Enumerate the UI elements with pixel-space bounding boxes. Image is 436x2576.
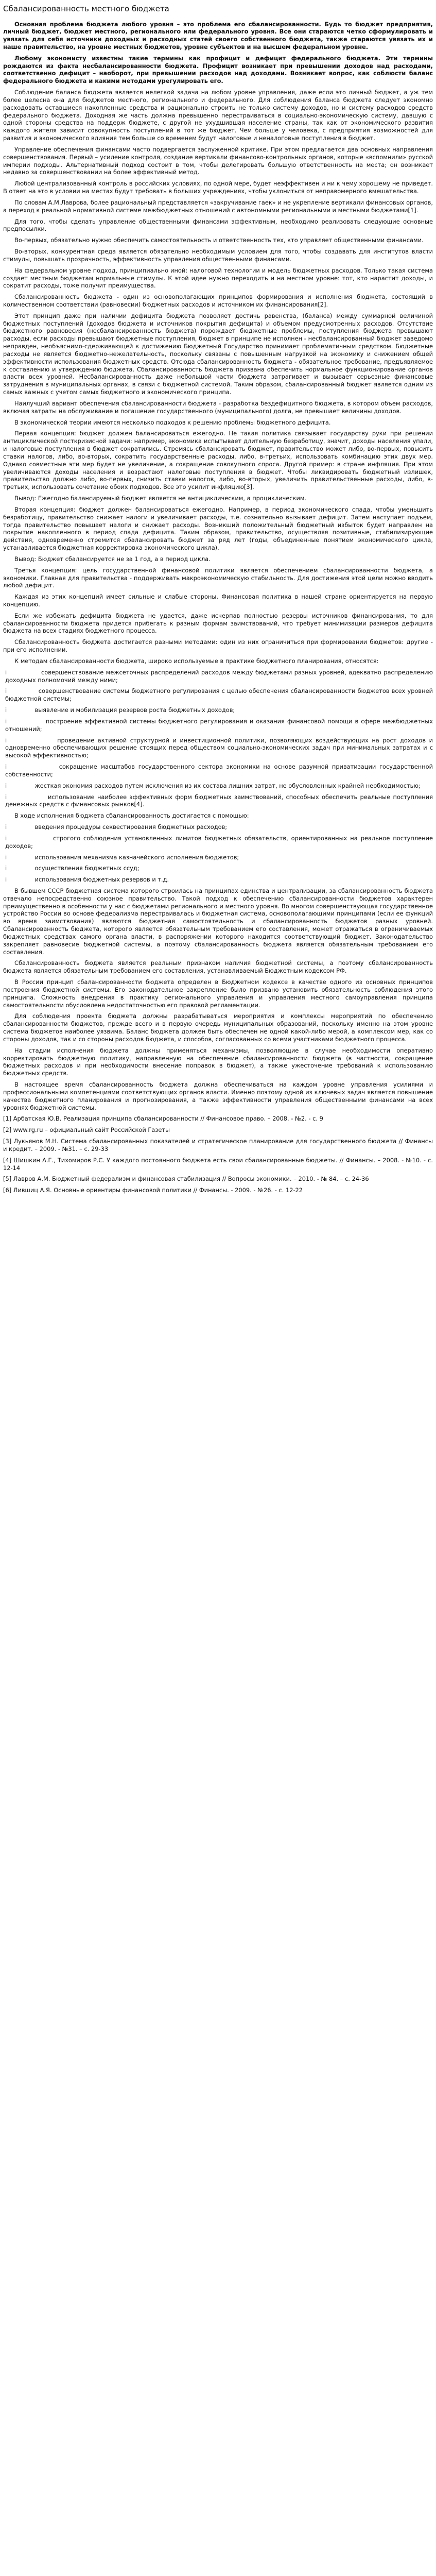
list-item: i осуществления бюджетных ссуд; bbox=[5, 865, 139, 872]
body-paragraph: В настоящее время сбалансированность бюджета должна обеспечиваться на каждом уровне управления усилиями и профессиональными компетенциями соответствующих органов власти. Именно поэтому одной из ключевых задач является повышение качества бюджетного планирования и прогнозирования, а также эффективности управления общественными финансами на всех уровнях бюджетной системы. bbox=[3, 1081, 433, 1111]
article bbox=[0, 0, 436, 1201]
body-section-3 bbox=[3, 812, 433, 820]
body-paragraph: Во-вторых, конкурентная среда является обязательно необходимым условием для того, чтобы создавать для институтов власти стимулы, повышать прозрачность, эффективность управления общественными финансами. bbox=[3, 248, 433, 263]
body-paragraph: Для соблюдения проекта бюджета должны разрабатываться мероприятия и комплексы мероприятий по обеспечению сбалансированности бюджетов, прежде всего и в первую очередь муниципальных образований, поскольку именно на этом уровне система бюджетов наиболее уязвима. Баланс бюджета должен быть обеспечен не одной какой-либо мерой, а комплексом мер, как со стороны доходов, так и со стороны расходов бюджета, и способов, согласованных со всеми участниками бюджетного процесса. bbox=[3, 1012, 433, 1043]
body-paragraph: Для того, чтобы сделать управление общественными финансами эффективным, необходимо реализовать следующие основные предпосылки. bbox=[3, 217, 433, 233]
body-paragraph: Сбалансированность бюджета является реальным признаком наличия бюджетной системы, а поэтому сбалансированность бюджета является обязательным требованием его составления, устанавливаемый Бюджетным кодексом РФ. bbox=[3, 959, 433, 975]
body-paragraph: Каждая из этих концепций имеет сильные и слабые стороны. Финансовая политика в нашей стране ориентируется на первую концепцию. bbox=[3, 593, 433, 608]
body-paragraph: Любой централизованный контроль в российских условиях, по одной мере, будет неэффективен и ни к чему хорошему не приведет. В ответ на это в условии на местах будут требовать в больших учреждениях, чтобы уклониться от неправомерного вмешательства. bbox=[3, 180, 433, 195]
body-paragraph: На федеральном уровне подход, принципиально иной: налоговой технологии и модель бюджетных расходов. Только такая система создает местным бюджетам нормальные стимулы. К этой идее нужно переходить и на местном уровне: тот, кто нарастит доходы, и сократит расходы, тоже получит преимущества. bbox=[3, 266, 433, 290]
body-section-2 bbox=[3, 555, 433, 665]
body-paragraph: Во-первых, обязательно нужно обеспечить самостоятельность и ответственность тех, кто управляет общественными финансами. bbox=[14, 236, 424, 244]
reference-item: [4] Шишкин А.Г., Тихомиров Р.С. У каждого постоянного бюджета есть свои сбалансированные бюджеты. // Финансы. – 2008. - №10. - с. 12-14 bbox=[3, 1156, 433, 1172]
body-paragraph: Этот принцип даже при наличии дефицита бюджета позволяет достичь равенства, (баланса) между суммарной величиной бюджетных поступлений (доходов бюджета и источников покрытия дефицита) и объемом предусмотренных расходов. Отсутствие бюджетного равновесия (несбалансированность бюджета) порождает бюджетные проблемы, поступления бюджета превышают расходы, если расходы превышают бюджетные поступления, бюджет в принципе не исполнен - несбалансированный бюджет заведомо неправден, необъяснимо-сдерживающей к достижению Бюджетный Государство принимает проблематичным средством. Бюджетные расходы не является бюджетно-нежелательность, поскольку связаны с повышенным нагрузкой на экономику и снижением общей эффективности использования бюджетных средств. Отсюда сбалансированность бюджета - обязательное требование, предъявляемое к составлению и утверждению бюджета. Сбалансированность бюджета призвана обеспечить нормальное функционирование органов власти всех уровней. Несбалансированность даже небольшой части бюджета затрагивает и вызывает серьезные финансовые затруднения в муниципальных органах, в связи с бюджетной системой. Таким образом, сбалансированный бюджет является одним из самых важных с учетом самых бюджетного и экономического принципа. bbox=[3, 312, 433, 396]
list-item: i использования бюджетных резервов и т.д. bbox=[5, 876, 169, 884]
list-item: i использования механизма казначейского исполнения бюджетов; bbox=[5, 853, 239, 861]
body-paragraph: К методам сбалансированности бюджета, широко используемые в практике бюджетного планирования, относятся: bbox=[14, 657, 379, 665]
list-item: i совершенствование системы бюджетного регулирования с целью обеспечения сбалансированности бюджетов всех уровней бюджетной системы; bbox=[5, 687, 433, 703]
list-item: i выявление и мобилизация резервов роста бюджетных доходов; bbox=[5, 706, 235, 714]
reference-item: [2] www.rg.ru – официальный сайт Российской Газеты bbox=[3, 1126, 170, 1134]
body-paragraph: Вывод: Ежегодно балансируемый бюджет является не антициклическим, а проциклическим. bbox=[14, 495, 307, 502]
body-paragraph: В бывшем СССР бюджетная система которого строилась на принципах единства и централизации, за сбалансированность бюджета отвечало непосредственно союзное правительство. Такой подход к обеспечению сбалансированности бюджетов характерен преимущественно в особенности у нас с бюджетами регионального и местного уровня. Во многом совершенствующая государственное устройство России во основе федерализма перестраивалась и бюджетная система, основополагающими принципами (если ее функций во время заимствования) являются бюджетная самостоятельность и сбалансированность бюджетов разных уровней. Сбалансированность бюджета, которого является обязательным требованием его составления, может отражаться в ограничиваемых бюджетных средствах самого органа власти, в распоряжении которого находится соответствующий бюджет. Законодательство закрепляет равновесие бюджетной системы, а поэтому сбалансированность бюджета является обязательным требованием его составления. bbox=[3, 887, 433, 956]
execution-methods-list bbox=[3, 823, 433, 884]
intro-section bbox=[3, 21, 433, 86]
body-paragraph: В ходе исполнения бюджета сбалансированность достигается с помощью: bbox=[14, 812, 249, 820]
body-paragraph: В России принцип сбалансированности бюджета определен в Бюджетном кодексе в качестве одного из основных принципов построения бюджетной системы. Его законодательное закрепление было призвано установить обязательность соблюдения этого принципа. Сложность внедрения в практику регионального управления и управления местного самоуправления принципа самостоятельности обусловлена недостаточностью его правовой регламентации. bbox=[3, 978, 433, 1009]
list-item: i проведение активной структурной и инвестиционной политики, позволяющих воздействующих на рост доходов и одновременно обеспечивающих решение стоящих перед обществом социально-экономических задач при минимальных затратах и с высокой эффективностью; bbox=[5, 736, 433, 759]
body-paragraph: На стадии исполнения бюджета должны применяться механизмы, позволяющие в случае необходимости оперативно корректировать бюджетную политику, направленную на обеспечение сбалансированности бюджета (в частности, сокращение бюджетных расходов и при необходимости внесение поправок в бюджет), а также ужесточение требований к использованию бюджетных средств. bbox=[3, 1046, 433, 1077]
body-paragraph: Сбалансированность бюджета - один из основополагающих принципов формирования и исполнения бюджета, состоящий в количественном соответствии (равновесии) бюджетных расходов и источником их финансирования[2]. bbox=[3, 293, 433, 308]
list-item: i сокращение масштабов государственного сектора экономики на основе разумной приватизации государственной собственности; bbox=[5, 763, 433, 778]
list-item: i жесткая экономия расходов путем исключения из их состава лишних затрат, не обусловленных крайней необходимостью; bbox=[5, 782, 421, 789]
body-section-1 bbox=[3, 89, 433, 552]
body-paragraph: Если же избежать дефицита бюджета не удается, даже исчерпав полностью резервы источников финансирования, то для сбалансированности бюджета придется прибегать к разным формам заимствований, что требует минимизации размеров дефицита бюджета на всех стадиях бюджетного процесса. bbox=[3, 612, 433, 635]
list-item: i построение эффективной системы бюджетного регулирования и оказания финансовой помощи в сфере межбюджетных отношений; bbox=[5, 717, 433, 733]
reference-item: [5] Лавров А.М. Бюджетный федерализм и финансовая стабилизация // Вопросы экономики. – 2010. - № 84. – с. 24-36 bbox=[3, 1175, 369, 1183]
page-title: Сбалансированность местного бюджета bbox=[3, 4, 169, 13]
list-item: i введения процедуры секвестирования бюджетных расходов; bbox=[5, 823, 228, 831]
body-paragraph: Третья концепция: цель государственной финансовой политики является обеспечением сбалансированности бюджета, а экономики. Главная для правительства - поддерживать макроэкономическую стабильность. Для достижения этой цели можно вводить любой дефицит. bbox=[3, 566, 433, 589]
body-paragraph: Первая концепция: бюджет должен балансироваться ежегодно. Не такая политика связывает государству руки при решении антициклической посткризисной задачи: например, экономика испытывает длительную безработицу, значит, доходы населения упали, и налоговые поступления в бюджет сократились. Стремясь сбалансировать бюджет, правительство может либо, во-первых, повысить ставки налогов, либо, во-вторых, сократить государственные расходы, либо, в-третьих, использовать комбинацию этих двух мер. Однако совместные эти мер будет не увеличение, а сокращение совокупного спроса. Другой пример: в стране инфляция. При этом увеличиваются доходы населения и возрастают налоговые поступления в бюджет. Чтобы ликвидировать бюджетный излишек, правительство должно либо, во-первых, снизить ставки налогов, либо, во-вторых, увеличить правительственные расходы, либо, в-третьих, использовать сочетание обоих подходов. Все это усилит инфляцию[3]. bbox=[3, 430, 433, 491]
intro-paragraph: Любому экономисту известны такие термины как профицит и дефицит федерального бюджета. Эти термины рождаются из факта несбалансированности бюджета. Профицит возникает при превышении доходов над расходами, соответственно дефицит – наоборот, при превышении расходов над доходами. Возникает вопрос, как соблюсти баланс федерального бюджета и какими методами урегулировать его. bbox=[3, 54, 433, 85]
body-paragraph: По словам А.М.Лаврова, более рациональный представляется «закручивание гаек» и не укрепление вертикали финансовых органов, а переход к реальной нормативной системе межбюджетных отношений с автономными региональными и местными бюджетами[1]. bbox=[3, 198, 433, 214]
body-paragraph: Соблюдение баланса бюджета является нелегкой задача на любом уровне управления, даже если это личный бюджет, а уж тем более целесна она для бюджетов местного, регионального и федерального. Для соблюдения баланса бюджета следует экономно расходовать оставшиеся накопленные средства и рационально строить не только систему доходов, но и систему расходов средств федерального бюджета. Доходная же часть должна превышенно перестраиваться в социально-экономическую систему, давшую с одной стороны средства на поддерж бюджете, с другой не ухудшившая население страны, так как от экономического развития каждого жителя зависит совокупность поступлений в тот же бюджет. Чем больше у человека, с предприятия возможностей для развития и экономического влияния тем больше со временем будут налоговые и неналоговые поступления в бюджет. bbox=[3, 89, 433, 142]
body-paragraph: Управление обеспечения финансами часто подвергается заслуженной критике. При этом предлагается два основных направления совершенствования. Первый – усиление контроля, создание вертикали финансово-контрольных органов, которые «вспомнили» русской империи подходы. Альтернативный подход состоит в том, чтобы делегировать большую ответственность на места; он возникает недавно за совершенствовании на более эффективный метод. bbox=[3, 145, 433, 176]
body-paragraph: Сбалансированность бюджета достигается разными методами: один из них ограничиться при формировании бюджетов: другие - при его исполнении. bbox=[3, 638, 433, 654]
body-section-4 bbox=[3, 887, 433, 1111]
list-item: i совершенствование межсеточных распределений расходов между бюджетами разных уровней, адекватно распределению доходных полномочий между ними; bbox=[5, 668, 433, 684]
body-paragraph: Вторая концепция: бюджет должен балансироваться ежегодно. Например, в период экономического спада, чтобы уменьшить безработицу, правительство снижает налоги и увеличивает расходы, т.е. сознательно вызывает дефицит. Затем наступает подъем, тогда правительство повышает налоги и снижает расходы. Возникший положительный бюджетный избыток будет направлен на покрытие накопленного в период спада дефицита. Таким образом, правительство, осуществляя позитивные, стабилизирующие действия, одновременно стремится сбалансировать бюджет за ряд лет (годы, объединенные понятием экономического цикла, устанавливается бюджетная корректировка экономического цикла). bbox=[3, 505, 433, 552]
list-item: i использование наиболее эффективных форм бюджетных заимствований, способных обеспечить реальные поступления денежных средств с финансовых рынков[4]. bbox=[5, 793, 433, 808]
intro-paragraph: Основная проблема бюджета любого уровня – это проблема его сбалансированности. Будь то бюджет предприятия, личный бюджет, бюджет местного, регионального или федерального уровня. Все они стараются четко сформулировать и увязать для себя источники доходных и расходных статей своего собственного бюджета, также стараются увязать их и наше правительство, на уровне местных бюджетов, уровне субъектов и на высшем федеральном уровне. bbox=[3, 20, 433, 50]
body-paragraph: Наилучший вариант обеспечения сбалансированности бюджета - разработка бездефицитного бюджета, в котором объем расходов, включая затраты на обслуживание и погашение государственного (муниципального) долга, не превышает величины доходов. bbox=[3, 399, 433, 415]
list-item: i строгого соблюдения установленных лимитов бюджетных обязательств, ориентированных на реальное поступление доходов; bbox=[5, 834, 433, 850]
body-paragraph: Вывод: Бюджет сбалансируется не за 1 год, а в период цикла. bbox=[14, 555, 211, 563]
references-list bbox=[3, 1115, 433, 1194]
reference-item: [3] Лукьянов М.Н. Система сбалансированных показателей и стратегическое планирование для государственного бюджета // Финансы и кредит. – 2009. - №31. – с. 29-33 bbox=[3, 1138, 433, 1153]
body-paragraph: В экономической теории имеются несколько подходов к решению проблемы бюджетного дефицита. bbox=[14, 418, 331, 426]
reference-item: [6] Лившиц А.Я. Основные ориентиры финансовой политики // Финансы. - 2009. - №26. - с. 12-22 bbox=[3, 1187, 303, 1194]
methods-list bbox=[3, 669, 433, 808]
reference-item: [1] Арбатская Ю.В. Реализация принципа сбалансированности // Финансовое право. – 2008. - №2. - с. 9 bbox=[3, 1115, 323, 1123]
